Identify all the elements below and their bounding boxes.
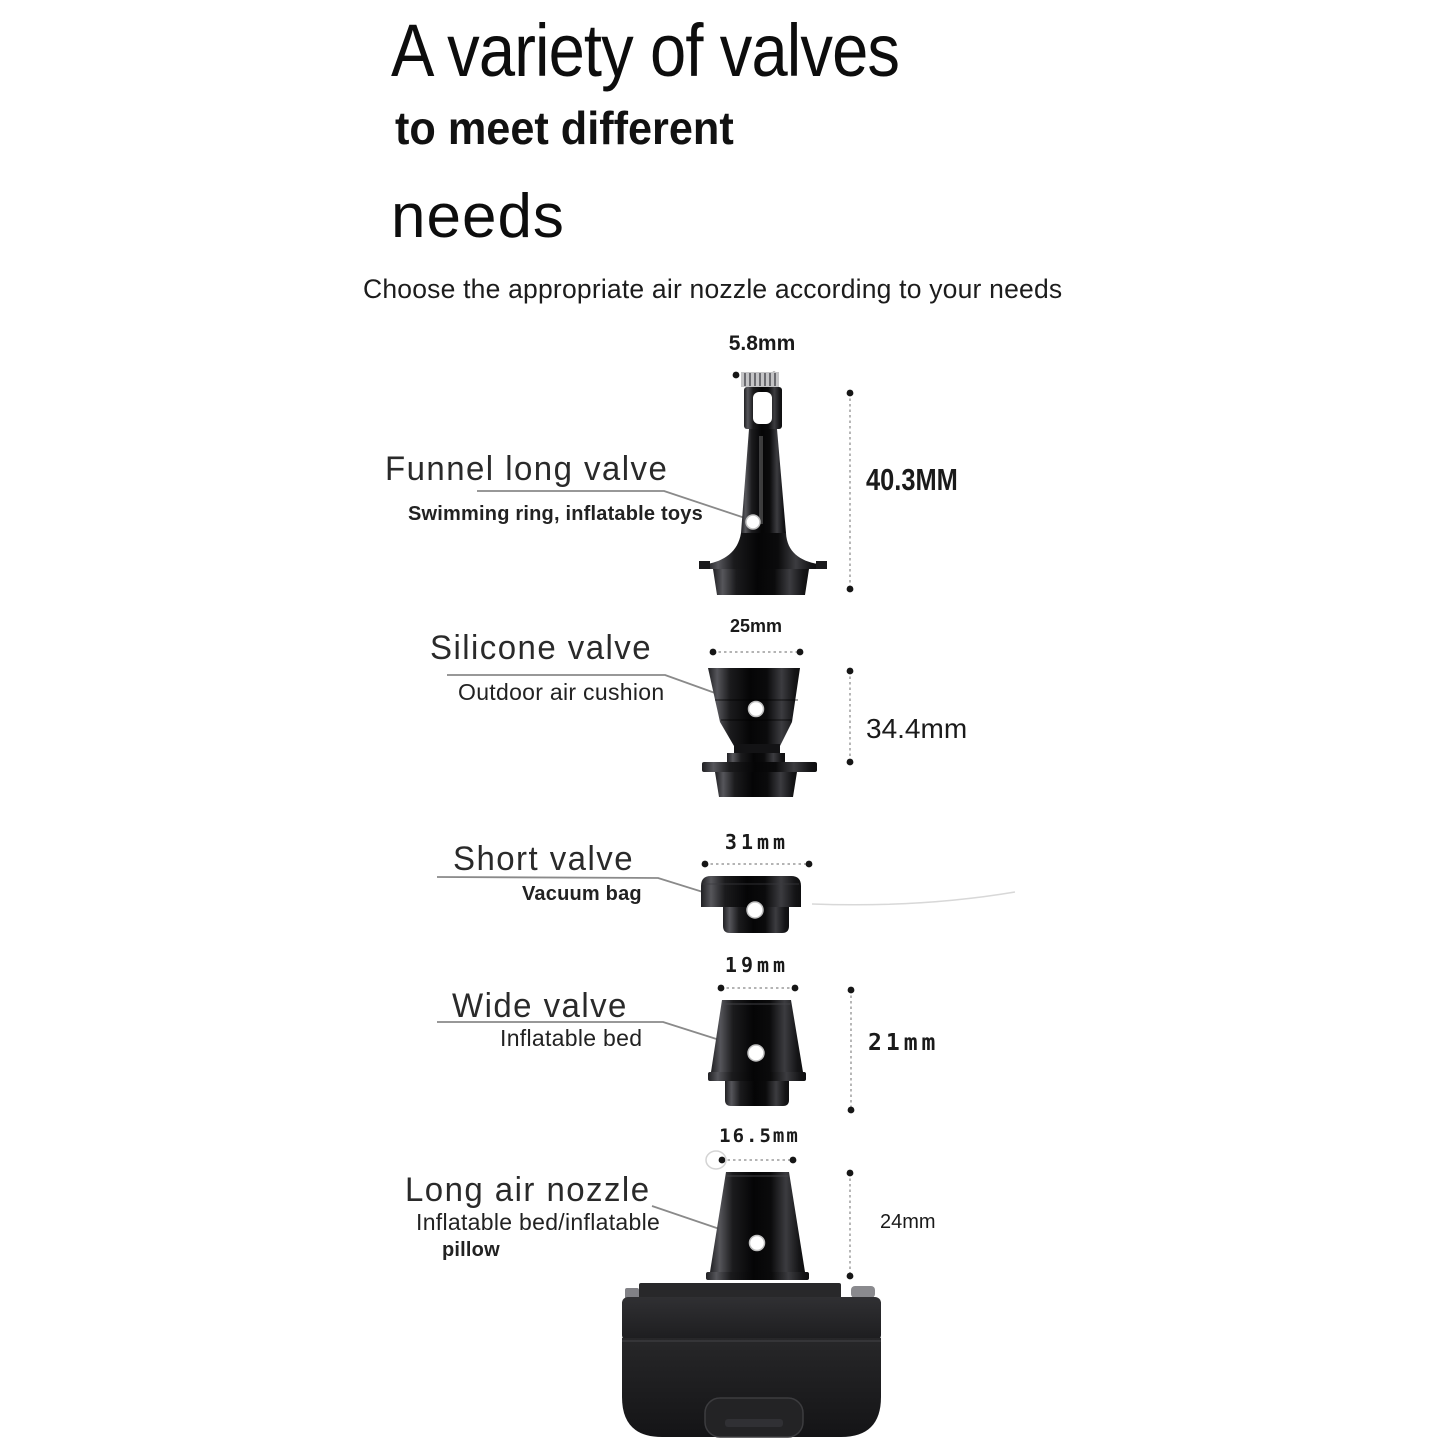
valve1-use: Swimming ring, inflatable toys	[408, 503, 703, 525]
valve5-use: Inflatable bed/inflatable	[416, 1209, 661, 1235]
valve4-name: Wide valve	[452, 987, 628, 1025]
page-title-line2: to meet different	[395, 102, 734, 154]
valve1-width-label: 5.8mm	[728, 332, 796, 355]
valve1-height-label: 40.3MM	[866, 462, 958, 497]
valve4-height-label: 21mm	[868, 1030, 940, 1056]
page-title-line3: needs	[391, 182, 565, 251]
valve4-width-label: 19mm	[724, 953, 790, 977]
valve2-height-label: 34.4mm	[866, 713, 968, 744]
page-title: A variety of valves	[391, 9, 900, 92]
valve4-use: Inflatable bed	[500, 1025, 643, 1051]
valve3-use: Vacuum bag	[522, 883, 642, 905]
page-subtitle: Choose the appropriate air nozzle according to your needs	[363, 274, 1063, 304]
valve5-name: Long air nozzle	[405, 1171, 651, 1209]
valve5-use-line2: pillow	[442, 1239, 500, 1261]
valve3-name: Short valve	[453, 840, 634, 878]
valve3-width-label: 31mm	[724, 830, 790, 854]
valve2-width-label: 25mm	[729, 616, 783, 636]
valve5-width-label: 16.5mm	[719, 1125, 800, 1147]
valve1-name: Funnel long valve	[385, 450, 669, 488]
valve2-use: Outdoor air cushion	[458, 679, 665, 705]
valve2-name: Silicone valve	[430, 629, 653, 667]
valve5-height-label: 24mm	[880, 1211, 936, 1233]
